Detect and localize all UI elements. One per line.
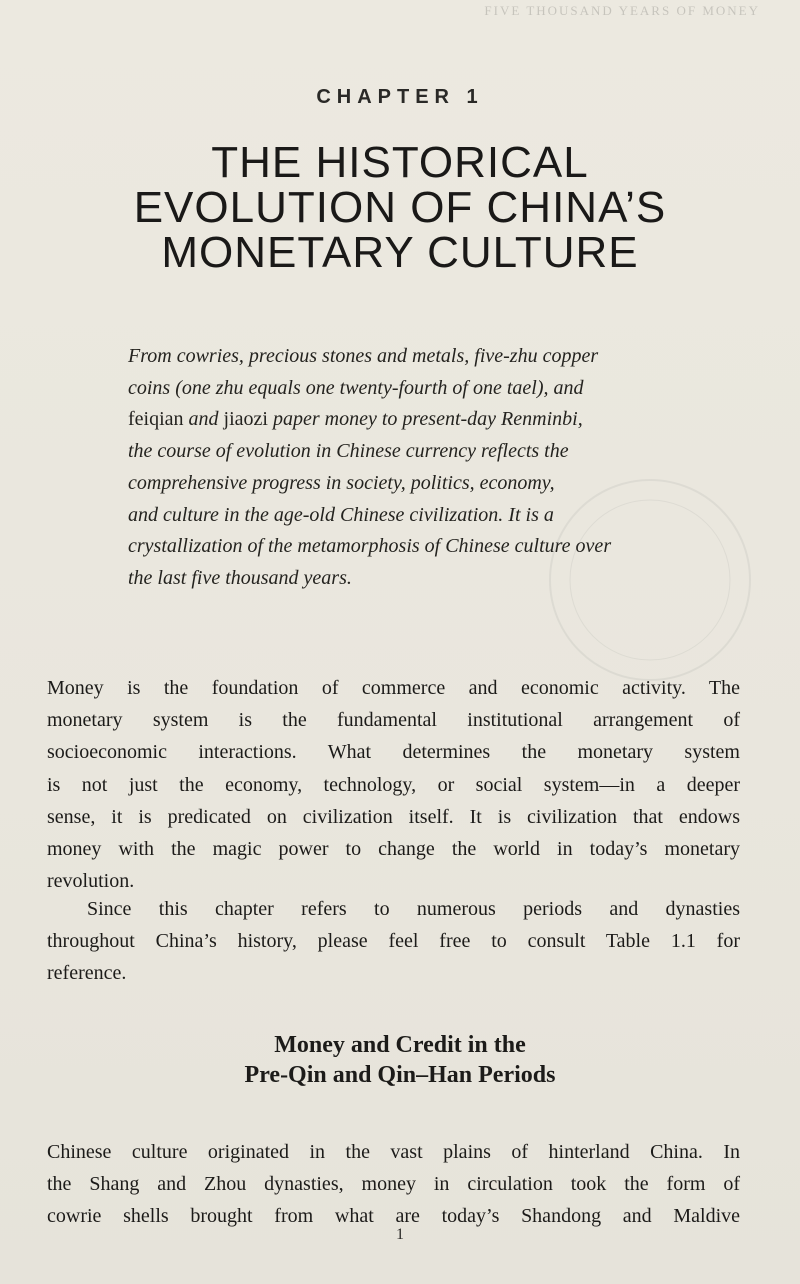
chapter-label: CHAPTER 1: [316, 86, 484, 108]
text-line: money with the magic power to change the world in today’s monetary: [47, 838, 740, 861]
text-line: Money is the foundation of commerce and economic activity. The: [47, 677, 740, 699]
chapter-title-line-3: MONETARY CULTURE: [161, 228, 639, 277]
paragraph-1: [47, 672, 740, 897]
epigraph-fragment: and: [183, 408, 224, 431]
chapter-title-line-2: EVOLUTION OF CHINA’S: [133, 183, 667, 232]
chapter-title-line-1: THE HISTORICAL: [211, 138, 589, 187]
epigraph-line: coins (one zhu equals one twenty-fourth of one tael), and: [128, 376, 584, 399]
text-line: revolution.: [47, 870, 135, 893]
text-line: the Shang and Zhou dynasties, money in circulation took the form of: [47, 1173, 740, 1196]
paragraph-2: [47, 893, 740, 990]
section-heading-line-1: Money and Credit in the: [274, 1032, 526, 1058]
term-feiqian: feiqian: [128, 408, 184, 431]
epigraph-line: the course of evolution in Chinese currency reflects the: [128, 440, 569, 463]
epigraph-line: the last five thousand years.: [128, 566, 352, 589]
section-heading-line-2: Pre-Qin and Qin–Han Periods: [244, 1062, 556, 1088]
epigraph: [128, 341, 688, 595]
text-line: sense, it is predicated on civilization itself. It is civilization that endows: [47, 805, 740, 828]
epigraph-line: and culture in the age-old Chinese civilization. It is a: [128, 503, 554, 526]
text-line: is not just the economy, technology, or social system—in a deeper: [47, 773, 740, 796]
section-heading: [0, 1030, 800, 1090]
text-line: socioeconomic interactions. What determines the monetary system: [47, 741, 740, 764]
text-line: throughout China’s history, please feel free to consult Table 1.1 for: [47, 930, 740, 953]
text-line: Chinese culture originated in the vast plains of hinterland China. In: [47, 1141, 740, 1163]
term-jiaozi: jiaozi: [223, 408, 268, 431]
epigraph-fragment: paper money to present-day Renminbi,: [267, 408, 583, 431]
text-line: Since this chapter refers to numerous periods and dynasties: [87, 898, 740, 920]
page-number: 1: [396, 1226, 404, 1243]
running-header-bleed: FIVE THOUSAND YEARS OF MONEY: [484, 3, 760, 18]
text-line: cowrie shells brought from what are today’s Shandong and Maldive: [47, 1205, 740, 1228]
paragraph-3: [47, 1136, 740, 1233]
epigraph-line: crystallization of the metamorphosis of Chinese culture over: [128, 535, 612, 558]
text-line: monetary system is the fundamental institutional arrangement of: [47, 709, 740, 732]
epigraph-line: [128, 404, 688, 436]
epigraph-line: comprehensive progress in society, politics, economy,: [128, 471, 555, 494]
epigraph-line: From cowries, precious stones and metals, five-zhu copper: [128, 345, 599, 367]
chapter-title: [0, 140, 800, 275]
text-line: reference.: [47, 962, 127, 985]
